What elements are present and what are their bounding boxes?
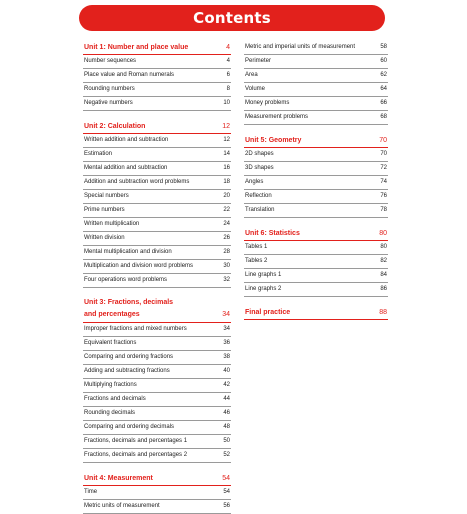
entry-title: Written addition and subtraction [84, 137, 169, 143]
unit-title: Unit 1: Number and place value [84, 44, 189, 51]
unit-title [84, 297, 173, 321]
toc-entry[interactable] [83, 83, 231, 97]
section-gap [244, 125, 388, 134]
toc-entry[interactable] [83, 55, 231, 69]
entry-title: Volume [245, 86, 266, 92]
page-number: 78 [380, 207, 387, 213]
toc-entry[interactable] [83, 379, 231, 393]
entry-title: Improper fractions and mixed numbers [84, 326, 187, 332]
page-number: 16 [223, 165, 230, 171]
page-number: 4 [226, 44, 230, 51]
section-gap [83, 111, 231, 120]
page-number: 8 [226, 86, 230, 92]
contents-banner [79, 5, 385, 31]
toc-entry[interactable] [244, 269, 388, 283]
entry-title: Comparing and ordering fractions [84, 354, 174, 360]
entry-title: Mental multiplication and division [84, 249, 172, 255]
toc-entry[interactable] [244, 283, 388, 297]
page-number: 42 [223, 382, 230, 388]
entry-title: Multiplication and division word problems [84, 263, 194, 269]
page-number: 74 [380, 179, 387, 185]
page-number: 10 [223, 100, 230, 106]
page-number: 30 [223, 263, 230, 269]
toc-entry[interactable] [83, 351, 231, 365]
entry-title: Metric and imperial units of measurement [245, 44, 356, 50]
page-number: 82 [380, 258, 387, 264]
unit-title: Unit 2: Calculation [84, 123, 146, 130]
page-number: 70 [380, 151, 387, 157]
page-number: 28 [223, 249, 230, 255]
entry-title: Negative numbers [84, 100, 133, 106]
toc-entry[interactable] [244, 204, 388, 218]
toc-entry[interactable] [83, 407, 231, 421]
entry-title: Prime numbers [84, 207, 125, 213]
page-number: 80 [380, 244, 387, 250]
toc-entry[interactable] [244, 176, 388, 190]
toc-entry[interactable] [83, 246, 231, 260]
entry-title: Comparing and ordering decimals [84, 424, 175, 430]
unit-heading[interactable] [83, 472, 231, 486]
page-number: 66 [380, 100, 387, 106]
entry-title: Metric units of measurement [84, 503, 160, 509]
page-number: 6 [226, 72, 230, 78]
unit-title-line-1: Unit 3: Fractions, decimals [84, 299, 174, 306]
page-number: 60 [380, 58, 387, 64]
entry-title: Fractions and decimals [84, 396, 146, 402]
entry-title: Time [84, 489, 98, 495]
section-gap [244, 297, 388, 306]
toc-entry[interactable] [83, 69, 231, 83]
toc-right-column [244, 41, 388, 320]
toc-entry[interactable] [83, 162, 231, 176]
page-number: 54 [223, 489, 230, 495]
page-number: 52 [223, 452, 230, 458]
toc-entry[interactable] [83, 393, 231, 407]
toc-entry[interactable] [83, 260, 231, 274]
entry-title: 2D shapes [245, 151, 274, 157]
page-number: 14 [223, 151, 230, 157]
toc-entry[interactable] [83, 337, 231, 351]
page-number: 40 [223, 368, 230, 374]
toc-entry[interactable] [244, 148, 388, 162]
toc-entry[interactable] [83, 97, 231, 111]
entry-title: Equivalent fractions [84, 340, 137, 346]
page-number: 48 [223, 424, 230, 430]
toc-entry[interactable] [244, 69, 388, 83]
entry-title: Area [245, 72, 258, 78]
page-number: 34 [223, 326, 230, 332]
toc-entry[interactable] [244, 97, 388, 111]
entry-title: Rounding numbers [84, 86, 135, 92]
entry-title: Perimeter [245, 58, 272, 64]
page-number: 22 [223, 207, 230, 213]
entry-title: Tables 2 [245, 258, 268, 264]
page-number: 12 [222, 123, 230, 130]
unit-heading[interactable] [244, 227, 388, 241]
toc-entry[interactable] [244, 241, 388, 255]
unit-title: Unit 5: Geometry [245, 137, 302, 144]
entry-title: Place value and Roman numerals [84, 72, 175, 78]
toc-entry[interactable] [244, 55, 388, 69]
page-number: 68 [380, 114, 387, 120]
page-number: 56 [223, 503, 230, 509]
unit-title-line-2: and percentages [84, 311, 140, 318]
entry-title: Line graphs 2 [245, 286, 282, 292]
page-number: 54 [222, 475, 230, 482]
section-gap [83, 288, 231, 297]
page-number: 84 [380, 272, 387, 278]
entry-title: Four operations word problems [84, 277, 168, 283]
page-number: 70 [379, 137, 387, 144]
entry-title: Written division [84, 235, 125, 241]
page-number: 50 [223, 438, 230, 444]
page-number: 36 [223, 340, 230, 346]
toc-entry[interactable] [83, 274, 231, 288]
toc-entry[interactable] [83, 176, 231, 190]
entry-title: Estimation [84, 151, 113, 157]
page-number: 62 [380, 72, 387, 78]
unit-title: Unit 4: Measurement [84, 475, 153, 482]
page-number: 58 [380, 44, 387, 50]
unit-heading[interactable] [83, 297, 231, 323]
page-number: 12 [223, 137, 230, 143]
toc-entry[interactable] [83, 435, 231, 449]
toc-entry[interactable] [83, 134, 231, 148]
page-number: 26 [223, 235, 230, 241]
entry-title: Fractions, decimals and percentages 2 [84, 452, 188, 458]
entry-title: Adding and subtracting fractions [84, 368, 170, 374]
toc-entry[interactable] [244, 111, 388, 125]
entry-title: Measurement problems [245, 114, 309, 120]
page-number: 80 [379, 230, 387, 237]
toc-entry[interactable] [244, 255, 388, 269]
entry-title: Special numbers [84, 193, 129, 199]
toc-entry[interactable] [83, 204, 231, 218]
page-number: 18 [223, 179, 230, 185]
toc-entry[interactable] [83, 323, 231, 337]
entry-title: Money problems [245, 100, 290, 106]
entry-title: Rounding decimals [84, 410, 136, 416]
unit-heading[interactable] [83, 41, 231, 55]
toc-entry[interactable] [83, 449, 231, 463]
toc-entry[interactable] [83, 190, 231, 204]
page-number: 76 [380, 193, 387, 199]
entry-title: Addition and subtraction word problems [84, 179, 190, 185]
entry-title: Angles [245, 179, 264, 185]
toc-entry[interactable] [244, 41, 388, 55]
toc-entry[interactable] [83, 232, 231, 246]
entry-title: Line graphs 1 [245, 272, 282, 278]
toc-entry[interactable] [244, 83, 388, 97]
section-gap [244, 218, 388, 227]
unit-heading[interactable] [244, 134, 388, 148]
entry-title: Translation [245, 207, 275, 213]
section-gap [83, 463, 231, 472]
page-number: 46 [223, 410, 230, 416]
entry-title: Reflection [245, 193, 272, 199]
entry-title: Mental addition and subtraction [84, 165, 168, 171]
page-number: 72 [380, 165, 387, 171]
unit-heading[interactable] [244, 306, 388, 320]
unit-heading[interactable] [83, 120, 231, 134]
toc-entry[interactable] [83, 148, 231, 162]
page-title: Contents [193, 9, 271, 27]
toc-entry[interactable] [244, 162, 388, 176]
page-number: 86 [380, 286, 387, 292]
toc-entry[interactable] [83, 218, 231, 232]
page-number: 20 [223, 193, 230, 199]
entry-title: Fractions, decimals and percentages 1 [84, 438, 188, 444]
page-number: 44 [223, 396, 230, 402]
page-number: 34 [222, 311, 230, 318]
entry-title: Number sequences [84, 58, 137, 64]
page-number: 64 [380, 86, 387, 92]
toc-entry[interactable] [83, 486, 231, 500]
toc-entry[interactable] [244, 190, 388, 204]
unit-title: Final practice [245, 309, 291, 316]
page-number: 88 [379, 309, 387, 316]
entry-title: Multiplying fractions [84, 382, 137, 388]
page-number: 32 [223, 277, 230, 283]
entry-title: Tables 1 [245, 244, 268, 250]
page-number: 4 [226, 58, 230, 64]
page-number: 24 [223, 221, 230, 227]
toc-entry[interactable] [83, 365, 231, 379]
toc-entry[interactable] [83, 421, 231, 435]
toc-left-column [83, 41, 231, 514]
page-number: 38 [223, 354, 230, 360]
toc-entry[interactable] [83, 500, 231, 514]
entry-title: 3D shapes [245, 165, 274, 171]
unit-title: Unit 6: Statistics [245, 230, 300, 237]
entry-title: Written multiplication [84, 221, 140, 227]
